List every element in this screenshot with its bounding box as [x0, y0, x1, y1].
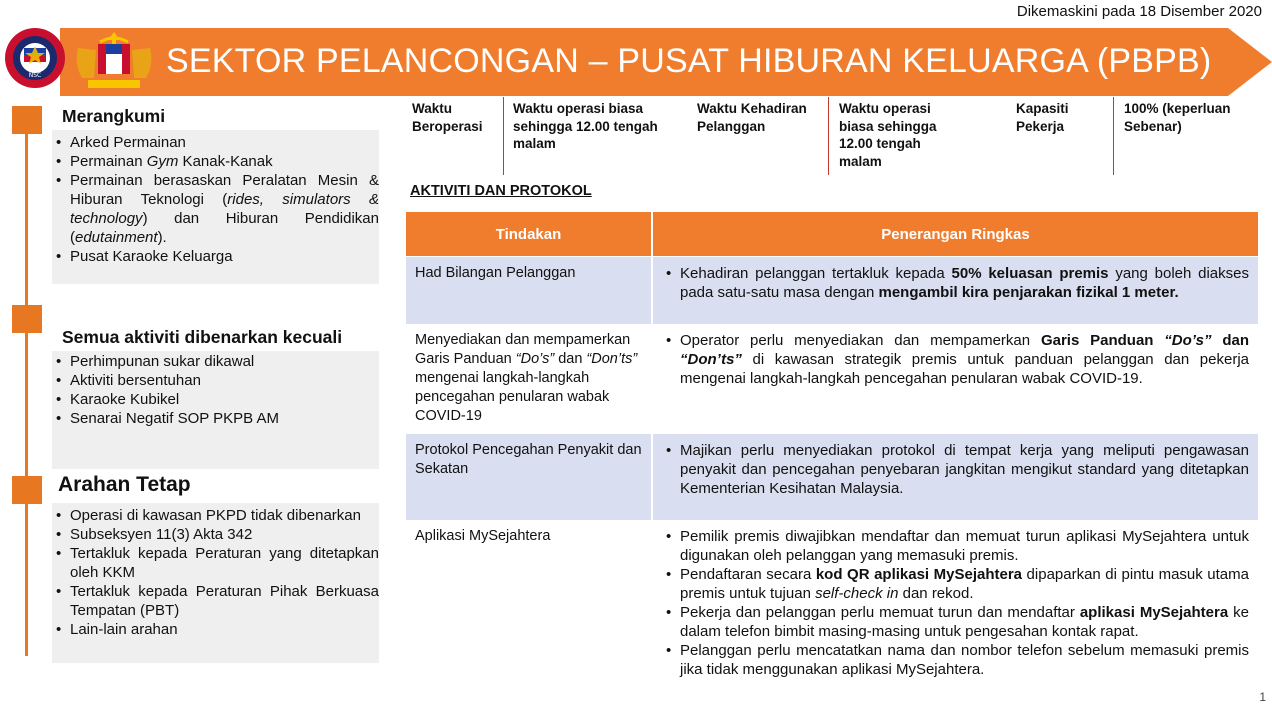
list-item: • Lain-lain arahan — [52, 620, 379, 639]
info-separator — [1113, 97, 1114, 175]
table-cell-penerangan — [653, 325, 1258, 433]
updated-date: Dikemaskini pada 18 Disember 2020 — [1016, 3, 1262, 20]
list-item: • Operator perlu menyediakan dan mempamerkan Garis Panduan “Do’s” dan “Don’ts” di kawasan strategik premis untuk panduan pelanggan dan pekerja mengenai langkah-langkah pencegahan penularan wabak COVID-19. — [662, 331, 1249, 388]
list-item: • Subseksyen 11(3) Akta 342 — [52, 525, 379, 544]
list-item: • Tertakluk kepada Peraturan Pihak Berkuasa Tempatan (PBT) — [52, 582, 379, 620]
info-kapasiti-label: Kapasiti Pekerja — [1016, 101, 1069, 134]
list-item: • Karaoke Kubikel — [52, 390, 379, 409]
table-cell-penerangan — [653, 257, 1258, 324]
table-cell-penerangan — [653, 521, 1258, 709]
list-item: • Operasi di kawasan PKPD tidak dibenarkan — [52, 506, 379, 525]
table-cell-tindakan: Aplikasi MySejahtera — [406, 521, 651, 709]
merangkumi-title: Merangkumi — [62, 106, 166, 126]
arahan-title: Arahan Tetap — [58, 473, 191, 496]
list-item: • Arked Permainan — [52, 133, 379, 152]
list-item: • Kehadiran pelanggan tertakluk kepada 50% keluasan premis yang boleh diakses pada satu-satu masa dengan mengambil kira penjarakan fizikal 1 meter. — [662, 264, 1249, 302]
page-title: SEKTOR PELANCONGAN – PUSAT HIBURAN KELUARGA (PBPB) — [166, 42, 1212, 80]
nsc-logo — [4, 26, 66, 90]
list-item: • Senarai Negatif SOP PKPB AM — [52, 409, 379, 428]
table-cell-tindakan: Had Bilangan Pelanggan — [406, 257, 651, 324]
info-waktu-beroperasi-label: Waktu Beroperasi — [412, 101, 483, 134]
info-waktu-kehadiran-value: Waktu operasi biasa sehingga 12.00 tengah malam — [839, 101, 937, 169]
kecuali-box — [52, 351, 379, 469]
info-waktu-kehadiran-label: Waktu Kehadiran Pelanggan — [697, 101, 807, 134]
info-waktu-beroperasi-value: Waktu operasi biasa sehingga 12.00 tengah malam — [513, 101, 658, 151]
aktiviti-heading: AKTIVITI DAN PROTOKOL — [410, 183, 592, 199]
list-item: • Pendaftaran secara kod QR aplikasi MySejahtera dipaparkan di pintu masuk utama premis untuk tujuan self-check in dan rekod. — [662, 565, 1249, 603]
page-number: 1 — [1259, 690, 1266, 704]
info-separator — [828, 97, 829, 175]
info-kapasiti-value: 100% (keperluan Sebenar) — [1124, 101, 1231, 134]
list-item: • Pekerja dan pelanggan perlu memuat turun dan mendaftar aplikasi MySejahtera ke dalam telefon bimbit masing-masing untuk pengesahan kontak rapat. — [662, 603, 1249, 641]
list-item: • Tertakluk kepada Peraturan yang ditetapkan oleh KKM — [52, 544, 379, 582]
list-item: • Majikan perlu menyediakan protokol di tempat kerja yang meliputi pengawasan penyakit dan pencegahan penyebaran jangkitan mengikut standard yang ditetapkan Kementerian Kesihatan Malaysia. — [662, 441, 1249, 498]
table-cell-tindakan: Protokol Pencegahan Penyakit dan Sekatan — [406, 434, 651, 520]
timeline-line — [25, 108, 28, 656]
list-item: • Aktiviti bersentuhan — [52, 371, 379, 390]
list-item: • Pusat Karaoke Keluarga — [52, 247, 379, 266]
coat-of-arms-logo — [70, 28, 158, 94]
list-item: • Perhimpunan sukar dikawal — [52, 352, 379, 371]
kecuali-title: Semua aktiviti dibenarkan kecuali — [62, 327, 343, 347]
title-banner — [60, 28, 1272, 96]
list-item: • Permainan berasaskan Peralatan Mesin & Hiburan Teknologi (rides, simulators & technology) dan Hiburan Pendidikan (edutainment). — [52, 171, 379, 247]
section-marker-kecuali — [12, 305, 42, 333]
table-cell-penerangan — [653, 434, 1258, 520]
table-header-tindakan: Tindakan — [406, 212, 651, 256]
list-item: • Pemilik premis diwajibkan mendaftar dan memuat turun aplikasi MySejahtera untuk digunakan oleh pelanggan yang memasuki premis. — [662, 527, 1249, 565]
table-header-penerangan: Penerangan Ringkas — [653, 212, 1258, 256]
list-item: • Pelanggan perlu mencatatkan nama dan nombor telefon sebelum memasuki premis jika tidak menggunakan aplikasi MySejahtera. — [662, 641, 1249, 679]
arahan-box — [52, 503, 379, 663]
section-marker-merangkumi — [12, 106, 42, 134]
section-marker-arahan — [12, 476, 42, 504]
table-cell-tindakan: Menyediakan dan mempamerkan Garis Panduan “Do’s” dan “Don’ts” mengenai langkah-langkah pencegahan penularan wabak COVID-19 — [406, 325, 651, 433]
info-separator — [503, 97, 504, 175]
kecuali-list — [52, 352, 379, 428]
arahan-list — [52, 506, 379, 639]
svg-text:NSC: NSC — [28, 72, 42, 79]
merangkumi-list — [52, 133, 379, 266]
list-item: • Permainan Gym Kanak-Kanak — [52, 152, 379, 171]
merangkumi-box — [52, 130, 379, 284]
